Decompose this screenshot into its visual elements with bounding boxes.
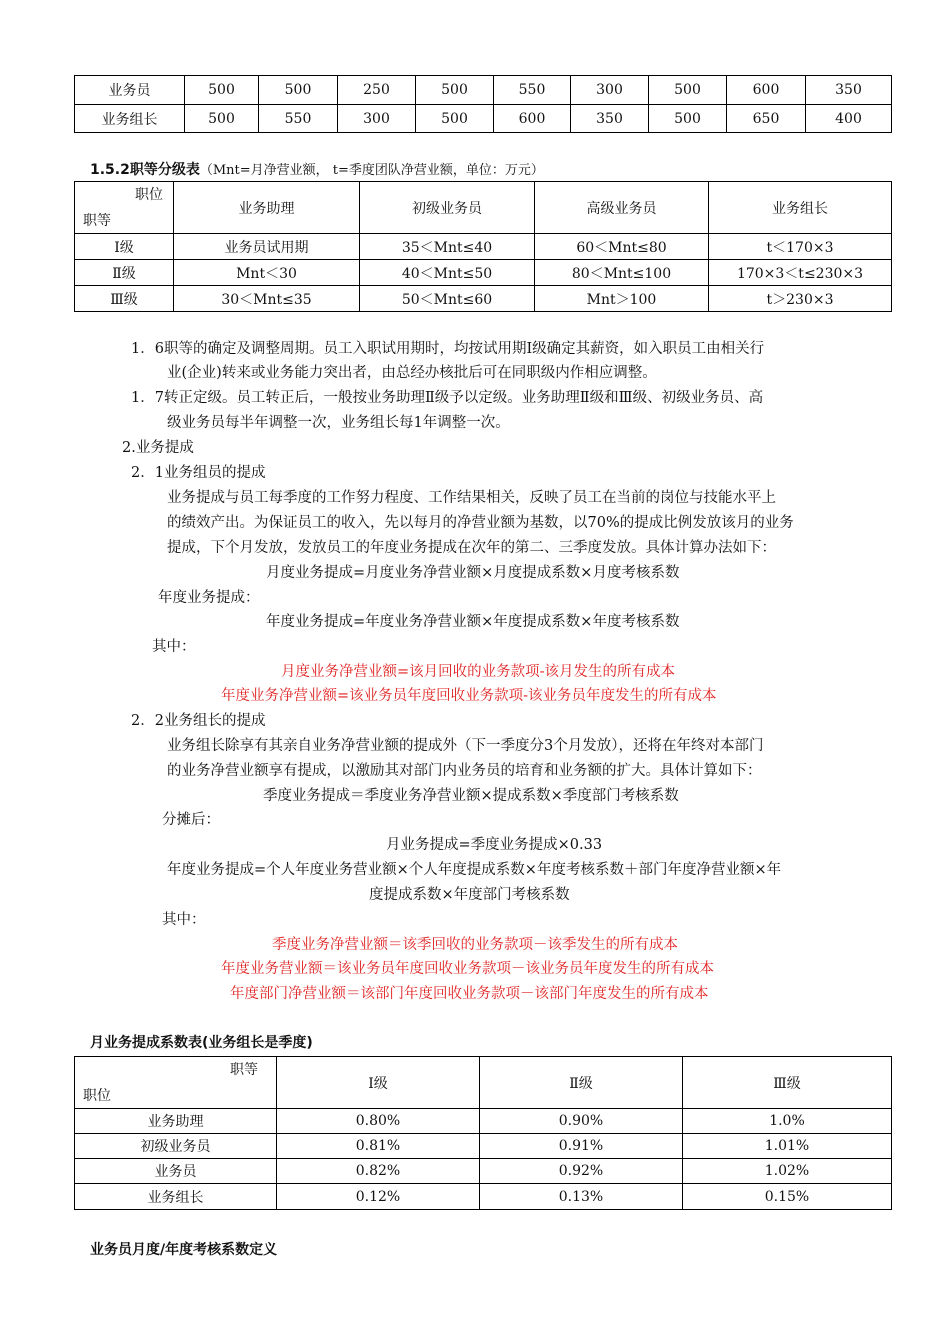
table-row — [75, 1134, 892, 1159]
table-cell: 30＜Mnt≤35 — [174, 286, 360, 312]
annual-label: 年度业务提成： — [158, 590, 260, 606]
table-cell: 250 — [338, 76, 416, 105]
grade-table-note: （Mnt=月净营业额， t=季度团队净营业额，单位：万元） — [199, 163, 544, 178]
where-label-1: 其中： — [152, 639, 196, 655]
corner-header-bottom: 职等 — [83, 213, 111, 229]
formula-annual-2-line-1: 年度业务提成=个人年度业务营业额×个人年度提成系数×年度考核系数＋部门年度净营业额×年 — [167, 862, 782, 878]
corner-header-cell — [75, 182, 174, 234]
table-cell: 650 — [727, 105, 806, 133]
section-2-1-para-line-2: 的绩效产出。为保证员工的收入，先以每月的净营业额为基数，以70%的提成比例发放该月的业务 — [167, 515, 794, 531]
corner-header-cell — [75, 1057, 277, 1109]
table-cell: 500 — [185, 76, 259, 105]
corner-header-bottom: 职位 — [83, 1088, 111, 1104]
formula-monthly-2: 月业务提成=季度业务提成×0.33 — [386, 837, 603, 853]
coef-table-title: 月业务提成系数表(业务组长是季度) — [90, 1035, 313, 1051]
footer-section-title: 业务员月度/年度考核系数定义 — [90, 1242, 278, 1258]
table-row — [75, 1159, 892, 1184]
table-cell: 0.80% — [277, 1109, 480, 1134]
table-cell: 0.92% — [480, 1159, 683, 1184]
table-cell: 500 — [259, 76, 338, 105]
table-cell: 50＜Mnt≤60 — [360, 286, 535, 312]
column-header: 业务助理 — [174, 182, 360, 234]
table-cell: 60＜Mnt≤80 — [535, 234, 709, 260]
section-2-2-para-line-1: 业务组长除享有其亲自业务净营业额的提成外（下一季度分3个月发放），还将在年终对本部门 — [167, 738, 764, 754]
section-2-1-para-line-3: 提成，下个月发放，发放员工的年度业务提成在次年的第二、三季度发放。具体计算办法如下： — [167, 540, 776, 556]
table-header-row — [75, 1057, 892, 1109]
table-cell: 0.12% — [277, 1184, 480, 1210]
table-cell: 80＜Mnt≤100 — [535, 260, 709, 286]
red-def-annual-2: 年度业务营业额＝该业务员年度回收业务款项－该业务员年度发生的所有成本 — [221, 961, 714, 977]
column-header: 业务组长 — [709, 182, 892, 234]
row-label: 初级业务员 — [75, 1134, 277, 1159]
table-cell: 1.02% — [683, 1159, 892, 1184]
row-label: 业务组长 — [75, 1184, 277, 1210]
table-cell: 0.13% — [480, 1184, 683, 1210]
table-cell: 业务员试用期 — [174, 234, 360, 260]
para-1-6-line-1: 1．6职等的确定及调整周期。员工入职试用期时，均按试用期Ⅰ级确定其薪资，如入职员工由相关行 — [131, 341, 765, 357]
red-def-monthly: 月度业务净营业额=该月回收的业务款项-该月发生的所有成本 — [281, 664, 676, 680]
table-cell: 0.15% — [683, 1184, 892, 1210]
formula-quarterly: 季度业务提成＝季度业务净营业额×提成系数×季度部门考核系数 — [263, 788, 679, 804]
row-label: Ⅲ级 — [75, 286, 174, 312]
formula-annual: 年度业务提成=年度业务净营业额×年度提成系数×年度考核系数 — [266, 614, 680, 630]
table-cell: 35＜Mnt≤40 — [360, 234, 535, 260]
table-row — [75, 76, 892, 105]
table-cell: 500 — [416, 105, 494, 133]
table-row — [75, 105, 892, 133]
table-cell: Mnt＜30 — [174, 260, 360, 286]
row-label: 业务组长 — [75, 105, 185, 133]
section-2-heading: 2.业务提成 — [122, 440, 194, 456]
table-cell: 600 — [494, 105, 571, 133]
row-label: 业务助理 — [75, 1109, 277, 1134]
table-cell: 500 — [649, 105, 727, 133]
table-cell: 350 — [806, 76, 892, 105]
table-cell: t＜170×3 — [709, 234, 892, 260]
column-header: Ⅱ级 — [480, 1057, 683, 1109]
table-cell: t＞230×3 — [709, 286, 892, 312]
table-row — [75, 1109, 892, 1134]
table-cell: 550 — [259, 105, 338, 133]
table-cell: 500 — [416, 76, 494, 105]
table-cell: Mnt＞100 — [535, 286, 709, 312]
table-cell: 0.90% — [480, 1109, 683, 1134]
table-header-row — [75, 182, 892, 234]
red-def-quarterly: 季度业务净营业额＝该季回收的业务款项－该季发生的所有成本 — [272, 937, 678, 953]
para-1-6-line-2: 业(企业)转来或业务能力突出者，由总经办核批后可在同职级内作相应调整。 — [167, 365, 657, 381]
red-def-annual: 年度业务净营业额=该业务员年度回收业务款项-该业务员年度发生的所有成本 — [221, 688, 717, 704]
column-header: Ⅲ级 — [683, 1057, 892, 1109]
table-cell: 0.81% — [277, 1134, 480, 1159]
section-2-2-heading: 2．2业务组长的提成 — [131, 713, 266, 729]
table-cell: 550 — [494, 76, 571, 105]
table-cell: 600 — [727, 76, 806, 105]
table-row — [75, 1184, 892, 1210]
row-label: Ⅰ级 — [75, 234, 174, 260]
para-1-7-line-1: 1．7转正定级。员工转正后，一般按业务助理Ⅱ级予以定级。业务助理Ⅱ级和Ⅲ级、初级业务员、高 — [131, 390, 764, 406]
table-cell: 300 — [338, 105, 416, 133]
table-row — [75, 260, 892, 286]
row-label: 业务员 — [75, 1159, 277, 1184]
table-cell: 300 — [571, 76, 649, 105]
grade-table-title-text: 1.5.2职等分级表 — [90, 162, 200, 178]
formula-annual-2-line-2: 度提成系数×年度部门考核系数 — [369, 887, 570, 903]
table-row — [75, 234, 892, 260]
table-cell: 170×3＜t≤230×3 — [709, 260, 892, 286]
grade-table — [74, 181, 892, 312]
section-2-1-para-line-1: 业务提成与员工每季度的工作努力程度、工作结果相关，反映了员工在当前的岗位与技能水平上 — [167, 490, 776, 506]
section-2-1-heading: 2．1业务组员的提成 — [131, 465, 266, 481]
row-label: Ⅱ级 — [75, 260, 174, 286]
table-cell: 1.01% — [683, 1134, 892, 1159]
table-cell: 40＜Mnt≤50 — [360, 260, 535, 286]
corner-header-top: 职位 — [135, 187, 163, 203]
where-label-2: 其中： — [162, 912, 206, 928]
after-allocation-label: 分摊后： — [162, 812, 220, 828]
table-cell: 1.0% — [683, 1109, 892, 1134]
coef-table — [74, 1056, 892, 1210]
table-cell: 0.91% — [480, 1134, 683, 1159]
table-cell: 500 — [185, 105, 259, 133]
column-header: Ⅰ级 — [277, 1057, 480, 1109]
section-2-2-para-line-2: 的业务净营业额享有提成，以激励其对部门内业务员的培育和业务额的扩大。具体计算如下： — [167, 763, 762, 779]
formula-monthly: 月度业务提成=月度业务净营业额×月度提成系数×月度考核系数 — [266, 565, 680, 581]
row-label: 业务员 — [75, 76, 185, 105]
table-row — [75, 286, 892, 312]
top-table — [74, 75, 892, 133]
para-1-7-line-2: 级业务员每半年调整一次，业务组长每1年调整一次。 — [167, 415, 510, 431]
grade-table-title — [90, 158, 544, 183]
table-cell: 0.82% — [277, 1159, 480, 1184]
table-cell: 500 — [649, 76, 727, 105]
corner-header-top: 职等 — [230, 1062, 258, 1078]
table-cell: 350 — [571, 105, 649, 133]
table-cell: 400 — [806, 105, 892, 133]
column-header: 初级业务员 — [360, 182, 535, 234]
column-header: 高级业务员 — [535, 182, 709, 234]
red-def-department: 年度部门净营业额＝该部门年度回收业务款项－该部门年度发生的所有成本 — [230, 986, 709, 1002]
